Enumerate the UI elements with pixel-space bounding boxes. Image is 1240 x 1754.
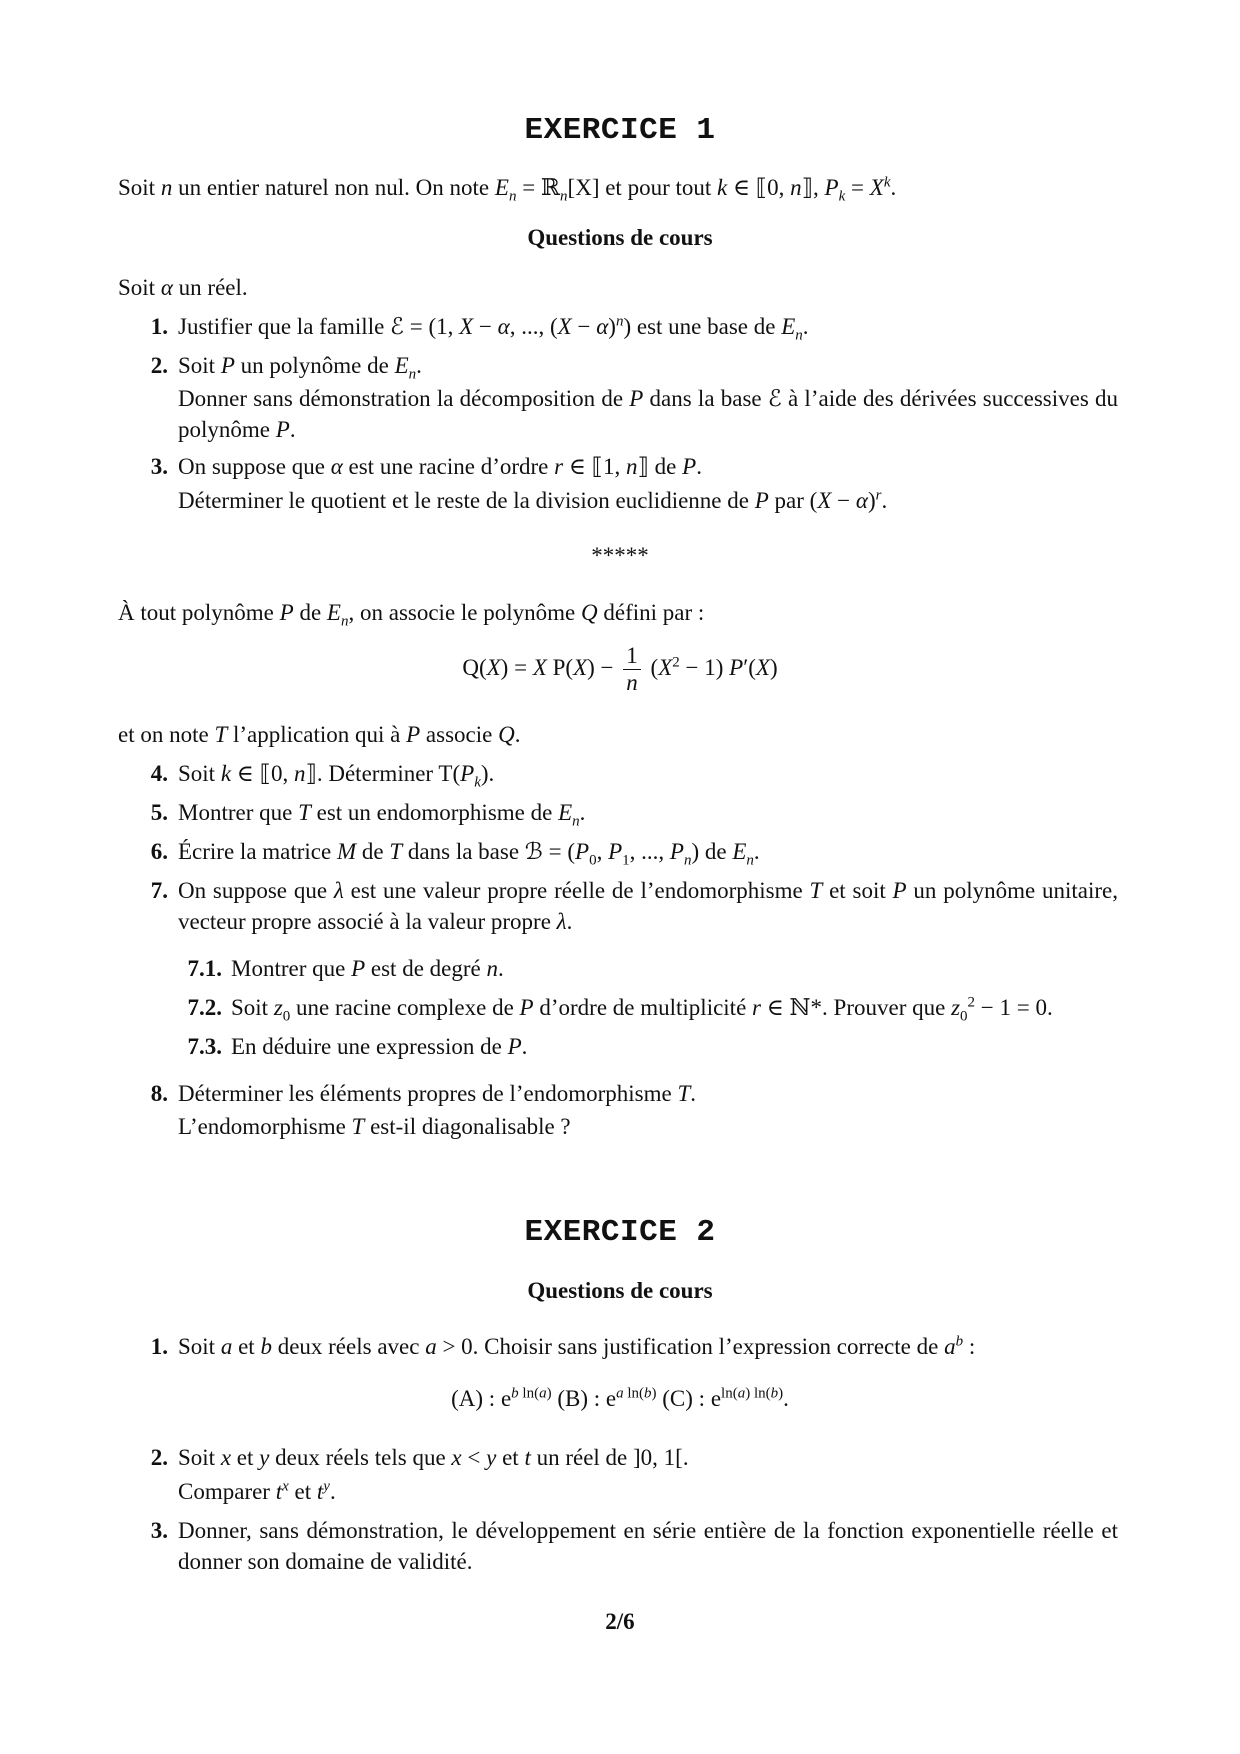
q8-text-b: L’endomorphisme T est-il diagonalisable ?	[178, 1114, 571, 1139]
page-number: 2/6	[605, 1609, 635, 1634]
q4-text: Soit k ∈ ⟦0, n⟧. Déterminer $T(P_k)$.	[178, 761, 495, 791]
q7-text: On suppose que λ est une valeur propre réelle de l’endomorphisme T et soit P un polynôme unitaire, vecteur propre associé à la valeur propre λ.	[178, 878, 1118, 934]
formula-q: Q(X) = X P(X) − $\frac{1}{n}$ $(X^2 - 1)$ P′(X)	[462, 643, 778, 696]
exercise-1-cours-title: Questions de cours	[527, 225, 713, 250]
q73-number: 7.3.	[187, 1034, 222, 1059]
q5-text: Montrer que T est un endomorphisme de $E_n$.	[178, 800, 586, 830]
q1-number: 1.	[150, 314, 168, 339]
q71-text: Montrer que P est de degré n.	[231, 956, 504, 981]
q73-text: En déduire une expression de P.	[231, 1034, 528, 1059]
exercise-1-intro: Soit n un entier naturel non nul. On note $E_n$ = ℝ$_n$[X] et pour tout k ∈ ⟦0, n⟧, $P_k = X^k$.	[118, 174, 897, 205]
q72-number: 7.2.	[187, 995, 222, 1020]
q3-text-a: On suppose que α est une racine d’ordre r ∈ ⟦1, n⟧ de P.	[178, 454, 702, 479]
q71-number: 7.1.	[187, 956, 222, 981]
q2-number: 2.	[150, 353, 168, 378]
ex2-q3-number: 3.	[150, 1518, 168, 1543]
q3-number: 3.	[150, 454, 168, 479]
application-line: et on note T l’application qui à P associe Q.	[118, 722, 521, 747]
q6-number: 6.	[150, 839, 168, 864]
ex2-q1-text: Soit a et b deux réels avec a > 0. Choisir sans justification l’expression correcte de $a^b$ :	[178, 1333, 976, 1359]
ex2-q2-number: 2.	[150, 1445, 168, 1470]
q6-text: Écrire la matrice M de T dans la base ℬ = ($P_0$, $P_1$, ..., $P_n$) de $E_n$.	[178, 839, 760, 869]
exercise-2-title: EXERCICE 2	[524, 1215, 716, 1250]
exercise-2-cours-title: Questions de cours	[527, 1278, 713, 1303]
ex2-q2-text-b: Comparer $t^x$ et $t^y$.	[178, 1478, 336, 1504]
q72-text: Soit $z_0$ une racine complexe de P d’ordre de multiplicité r ∈ ℕ*. Prouver que $z_0^2 - 1 = 0$.	[231, 994, 1053, 1025]
q7-number: 7.	[150, 878, 168, 903]
alpha-line: Soit α un réel.	[118, 275, 248, 300]
q5-number: 5.	[150, 800, 168, 825]
ex2-q1-choices: (A) : $e^{b ln(a)}$ (B) : $e^{a ln(b)}$ (C) : $e^{ln(a) ln(b)}$.	[451, 1385, 789, 1411]
q8-text-a: Déterminer les éléments propres de l’endomorphisme T.	[178, 1081, 696, 1106]
q2-text-b: Donner sans démonstration la décomposition de P dans la base ℰ à l’aide des dérivées successives du polynôme P.	[178, 386, 1118, 442]
exercise-1-title: EXERCICE 1	[524, 113, 716, 148]
association-line: À tout polynôme P de $E_n$, on associe le polynôme Q défini par :	[118, 600, 705, 630]
q3-text-b: Déterminer le quotient et le reste de la division euclidienne de P par $(X - \alpha)^r$.	[178, 487, 888, 513]
ex2-q1-number: 1.	[150, 1334, 168, 1359]
q8-number: 8.	[150, 1081, 168, 1106]
separator: *****	[591, 543, 649, 568]
q4-number: 4.	[150, 761, 168, 786]
q2-text-a: Soit P un polynôme de $E_n$.	[178, 353, 422, 383]
ex2-q2-text-a: Soit x et y deux réels tels que x < y et t un réel de ]0, 1[.	[178, 1445, 689, 1470]
ex2-q3-text: Donner, sans démonstration, le développement en série entière de la fonction exponentielle réelle et donner son domaine de validité.	[178, 1518, 1118, 1574]
q1-text: Justifier que la famille ℰ = (1, X − α, ..., $(X - \alpha)^n$) est une base de $E_n$.	[178, 313, 809, 344]
